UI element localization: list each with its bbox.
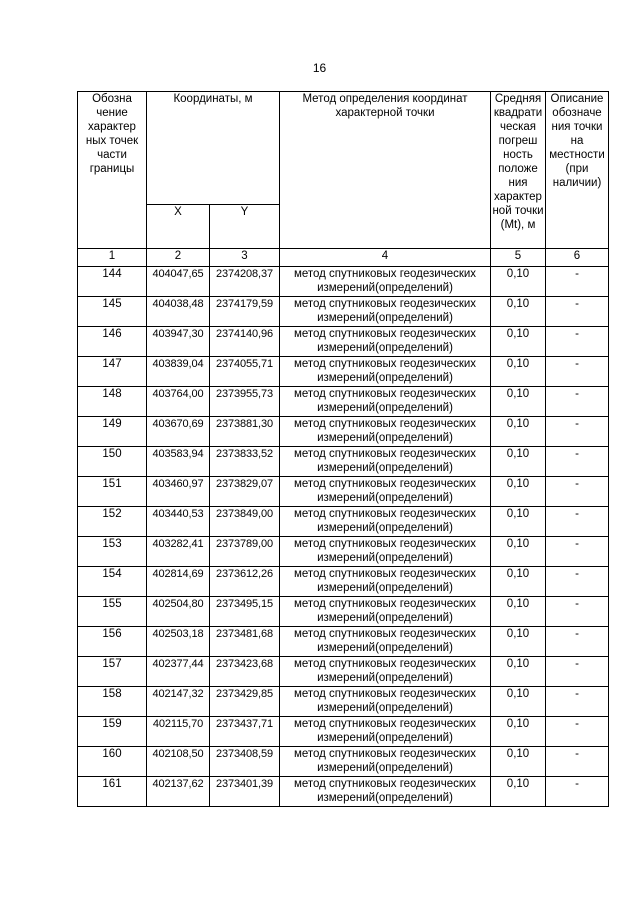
mean-square-error-cell: 0,10 [491,477,546,507]
description-cell: - [546,417,609,447]
method-cell: метод спутниковых геодезических измерений(определений) [280,657,491,687]
mean-square-error-cell: 0,10 [491,657,546,687]
y-coordinate-cell: 2373423,68 [210,657,280,687]
header-point-designation: Обозна чение характер ных точек части границы [78,92,147,249]
point-number-cell: 161 [78,777,147,807]
x-coordinate-cell: 402108,50 [147,747,210,777]
description-cell: - [546,387,609,417]
x-coordinate-cell: 404038,48 [147,297,210,327]
x-coordinate-cell: 403947,30 [147,327,210,357]
description-cell: - [546,297,609,327]
x-coordinate-cell: 403839,04 [147,357,210,387]
method-cell: метод спутниковых геодезических измерений(определений) [280,747,491,777]
description-cell: - [546,717,609,747]
y-coordinate-cell: 2374140,96 [210,327,280,357]
mean-square-error-cell: 0,10 [491,717,546,747]
point-number-cell: 153 [78,537,147,567]
mean-square-error-cell: 0,10 [491,507,546,537]
y-coordinate-cell: 2373955,73 [210,387,280,417]
mean-square-error-cell: 0,10 [491,267,546,297]
method-cell: метод спутниковых геодезических измерений(определений) [280,327,491,357]
method-cell: метод спутниковых геодезических измерений(определений) [280,717,491,747]
table-row [78,717,609,747]
x-coordinate-cell: 402377,44 [147,657,210,687]
description-cell: - [546,327,609,357]
table-row [78,687,609,717]
point-number-cell: 144 [78,267,147,297]
x-coordinate-cell: 403460,97 [147,477,210,507]
point-number-cell: 155 [78,597,147,627]
page-number: 16 [312,61,327,75]
x-coordinate-cell: 402814,69 [147,567,210,597]
column-index: 3 [210,249,280,267]
point-number-cell: 156 [78,627,147,657]
description-cell: - [546,267,609,297]
point-number-cell: 157 [78,657,147,687]
method-cell: метод спутниковых геодезических измерений(определений) [280,417,491,447]
point-number-cell: 151 [78,477,147,507]
table-row [78,357,609,387]
table-row [78,417,609,447]
description-cell: - [546,687,609,717]
column-index: 1 [78,249,147,267]
column-index-row [78,249,609,267]
mean-square-error-cell: 0,10 [491,327,546,357]
y-coordinate-cell: 2373612,26 [210,567,280,597]
mean-square-error-cell: 0,10 [491,747,546,777]
point-number-cell: 154 [78,567,147,597]
description-cell: - [546,357,609,387]
mean-square-error-cell: 0,10 [491,297,546,327]
method-cell: метод спутниковых геодезических измерений(определений) [280,357,491,387]
description-cell: - [546,447,609,477]
method-cell: метод спутниковых геодезических измерений(определений) [280,267,491,297]
table-row [78,657,609,687]
method-cell: метод спутниковых геодезических измерений(определений) [280,477,491,507]
coordinates-table [77,91,609,807]
method-cell: метод спутниковых геодезических измерений(определений) [280,297,491,327]
description-cell: - [546,507,609,537]
header-y: Y [210,204,280,248]
mean-square-error-cell: 0,10 [491,687,546,717]
table-row [78,477,609,507]
x-coordinate-cell: 403583,94 [147,447,210,477]
point-number-cell: 145 [78,297,147,327]
y-coordinate-cell: 2373881,30 [210,417,280,447]
method-cell: метод спутниковых геодезических измерений(определений) [280,537,491,567]
method-cell: метод спутниковых геодезических измерений(определений) [280,387,491,417]
description-cell: - [546,657,609,687]
table-row [78,327,609,357]
x-coordinate-cell: 402504,80 [147,597,210,627]
table-row [78,297,609,327]
column-index: 4 [280,249,491,267]
mean-square-error-cell: 0,10 [491,777,546,807]
y-coordinate-cell: 2373495,15 [210,597,280,627]
x-coordinate-cell: 402147,32 [147,687,210,717]
method-cell: метод спутниковых геодезических измерений(определений) [280,597,491,627]
description-cell: - [546,537,609,567]
mean-square-error-cell: 0,10 [491,627,546,657]
point-number-cell: 152 [78,507,147,537]
y-coordinate-cell: 2373849,00 [210,507,280,537]
x-coordinate-cell: 403670,69 [147,417,210,447]
y-coordinate-cell: 2373481,68 [210,627,280,657]
mean-square-error-cell: 0,10 [491,597,546,627]
table-row [78,777,609,807]
header-row [78,92,609,205]
table-row [78,387,609,417]
y-coordinate-cell: 2373833,52 [210,447,280,477]
x-coordinate-cell: 402503,18 [147,627,210,657]
point-number-cell: 146 [78,327,147,357]
description-cell: - [546,777,609,807]
table-row [78,537,609,567]
x-coordinate-cell: 402115,70 [147,717,210,747]
mean-square-error-cell: 0,10 [491,567,546,597]
x-coordinate-cell: 403440,53 [147,507,210,537]
column-index: 6 [546,249,609,267]
description-cell: - [546,627,609,657]
point-number-cell: 159 [78,717,147,747]
column-index: 5 [491,249,546,267]
column-index: 2 [147,249,210,267]
header-x: X [147,204,210,248]
point-number-cell: 148 [78,387,147,417]
table-row [78,267,609,297]
description-cell: - [546,747,609,777]
method-cell: метод спутниковых геодезических измерений(определений) [280,777,491,807]
header-method: Метод определения координат характерной точки [280,92,491,249]
x-coordinate-cell: 403282,41 [147,537,210,567]
point-number-cell: 149 [78,417,147,447]
y-coordinate-cell: 2373401,39 [210,777,280,807]
description-cell: - [546,477,609,507]
method-cell: метод спутниковых геодезических измерений(определений) [280,507,491,537]
mean-square-error-cell: 0,10 [491,417,546,447]
table-row [78,627,609,657]
mean-square-error-cell: 0,10 [491,387,546,417]
table-row [78,747,609,777]
y-coordinate-cell: 2374055,71 [210,357,280,387]
x-coordinate-cell: 404047,65 [147,267,210,297]
table-row [78,447,609,477]
description-cell: - [546,567,609,597]
mean-square-error-cell: 0,10 [491,357,546,387]
y-coordinate-cell: 2374208,37 [210,267,280,297]
mean-square-error-cell: 0,10 [491,537,546,567]
y-coordinate-cell: 2374179,59 [210,297,280,327]
table-row [78,567,609,597]
point-number-cell: 150 [78,447,147,477]
header-description: Описание обозначе ния точки на местности (при наличии) [546,92,609,249]
description-cell: - [546,597,609,627]
point-number-cell: 158 [78,687,147,717]
y-coordinate-cell: 2373408,59 [210,747,280,777]
method-cell: метод спутниковых геодезических измерений(определений) [280,627,491,657]
y-coordinate-cell: 2373789,00 [210,537,280,567]
table-row [78,597,609,627]
method-cell: метод спутниковых геодезических измерений(определений) [280,687,491,717]
y-coordinate-cell: 2373429,85 [210,687,280,717]
point-number-cell: 147 [78,357,147,387]
method-cell: метод спутниковых геодезических измерений(определений) [280,447,491,477]
table-row [78,507,609,537]
x-coordinate-cell: 403764,00 [147,387,210,417]
header-coordinates: Координаты, м [147,92,280,205]
mean-square-error-cell: 0,10 [491,447,546,477]
x-coordinate-cell: 402137,62 [147,777,210,807]
method-cell: метод спутниковых геодезических измерений(определений) [280,567,491,597]
point-number-cell: 160 [78,747,147,777]
y-coordinate-cell: 2373829,07 [210,477,280,507]
y-coordinate-cell: 2373437,71 [210,717,280,747]
header-mean-square-error: Средняя квадрати ческая погреш ность положе ния характер ной точки (Mt), м [491,92,546,249]
